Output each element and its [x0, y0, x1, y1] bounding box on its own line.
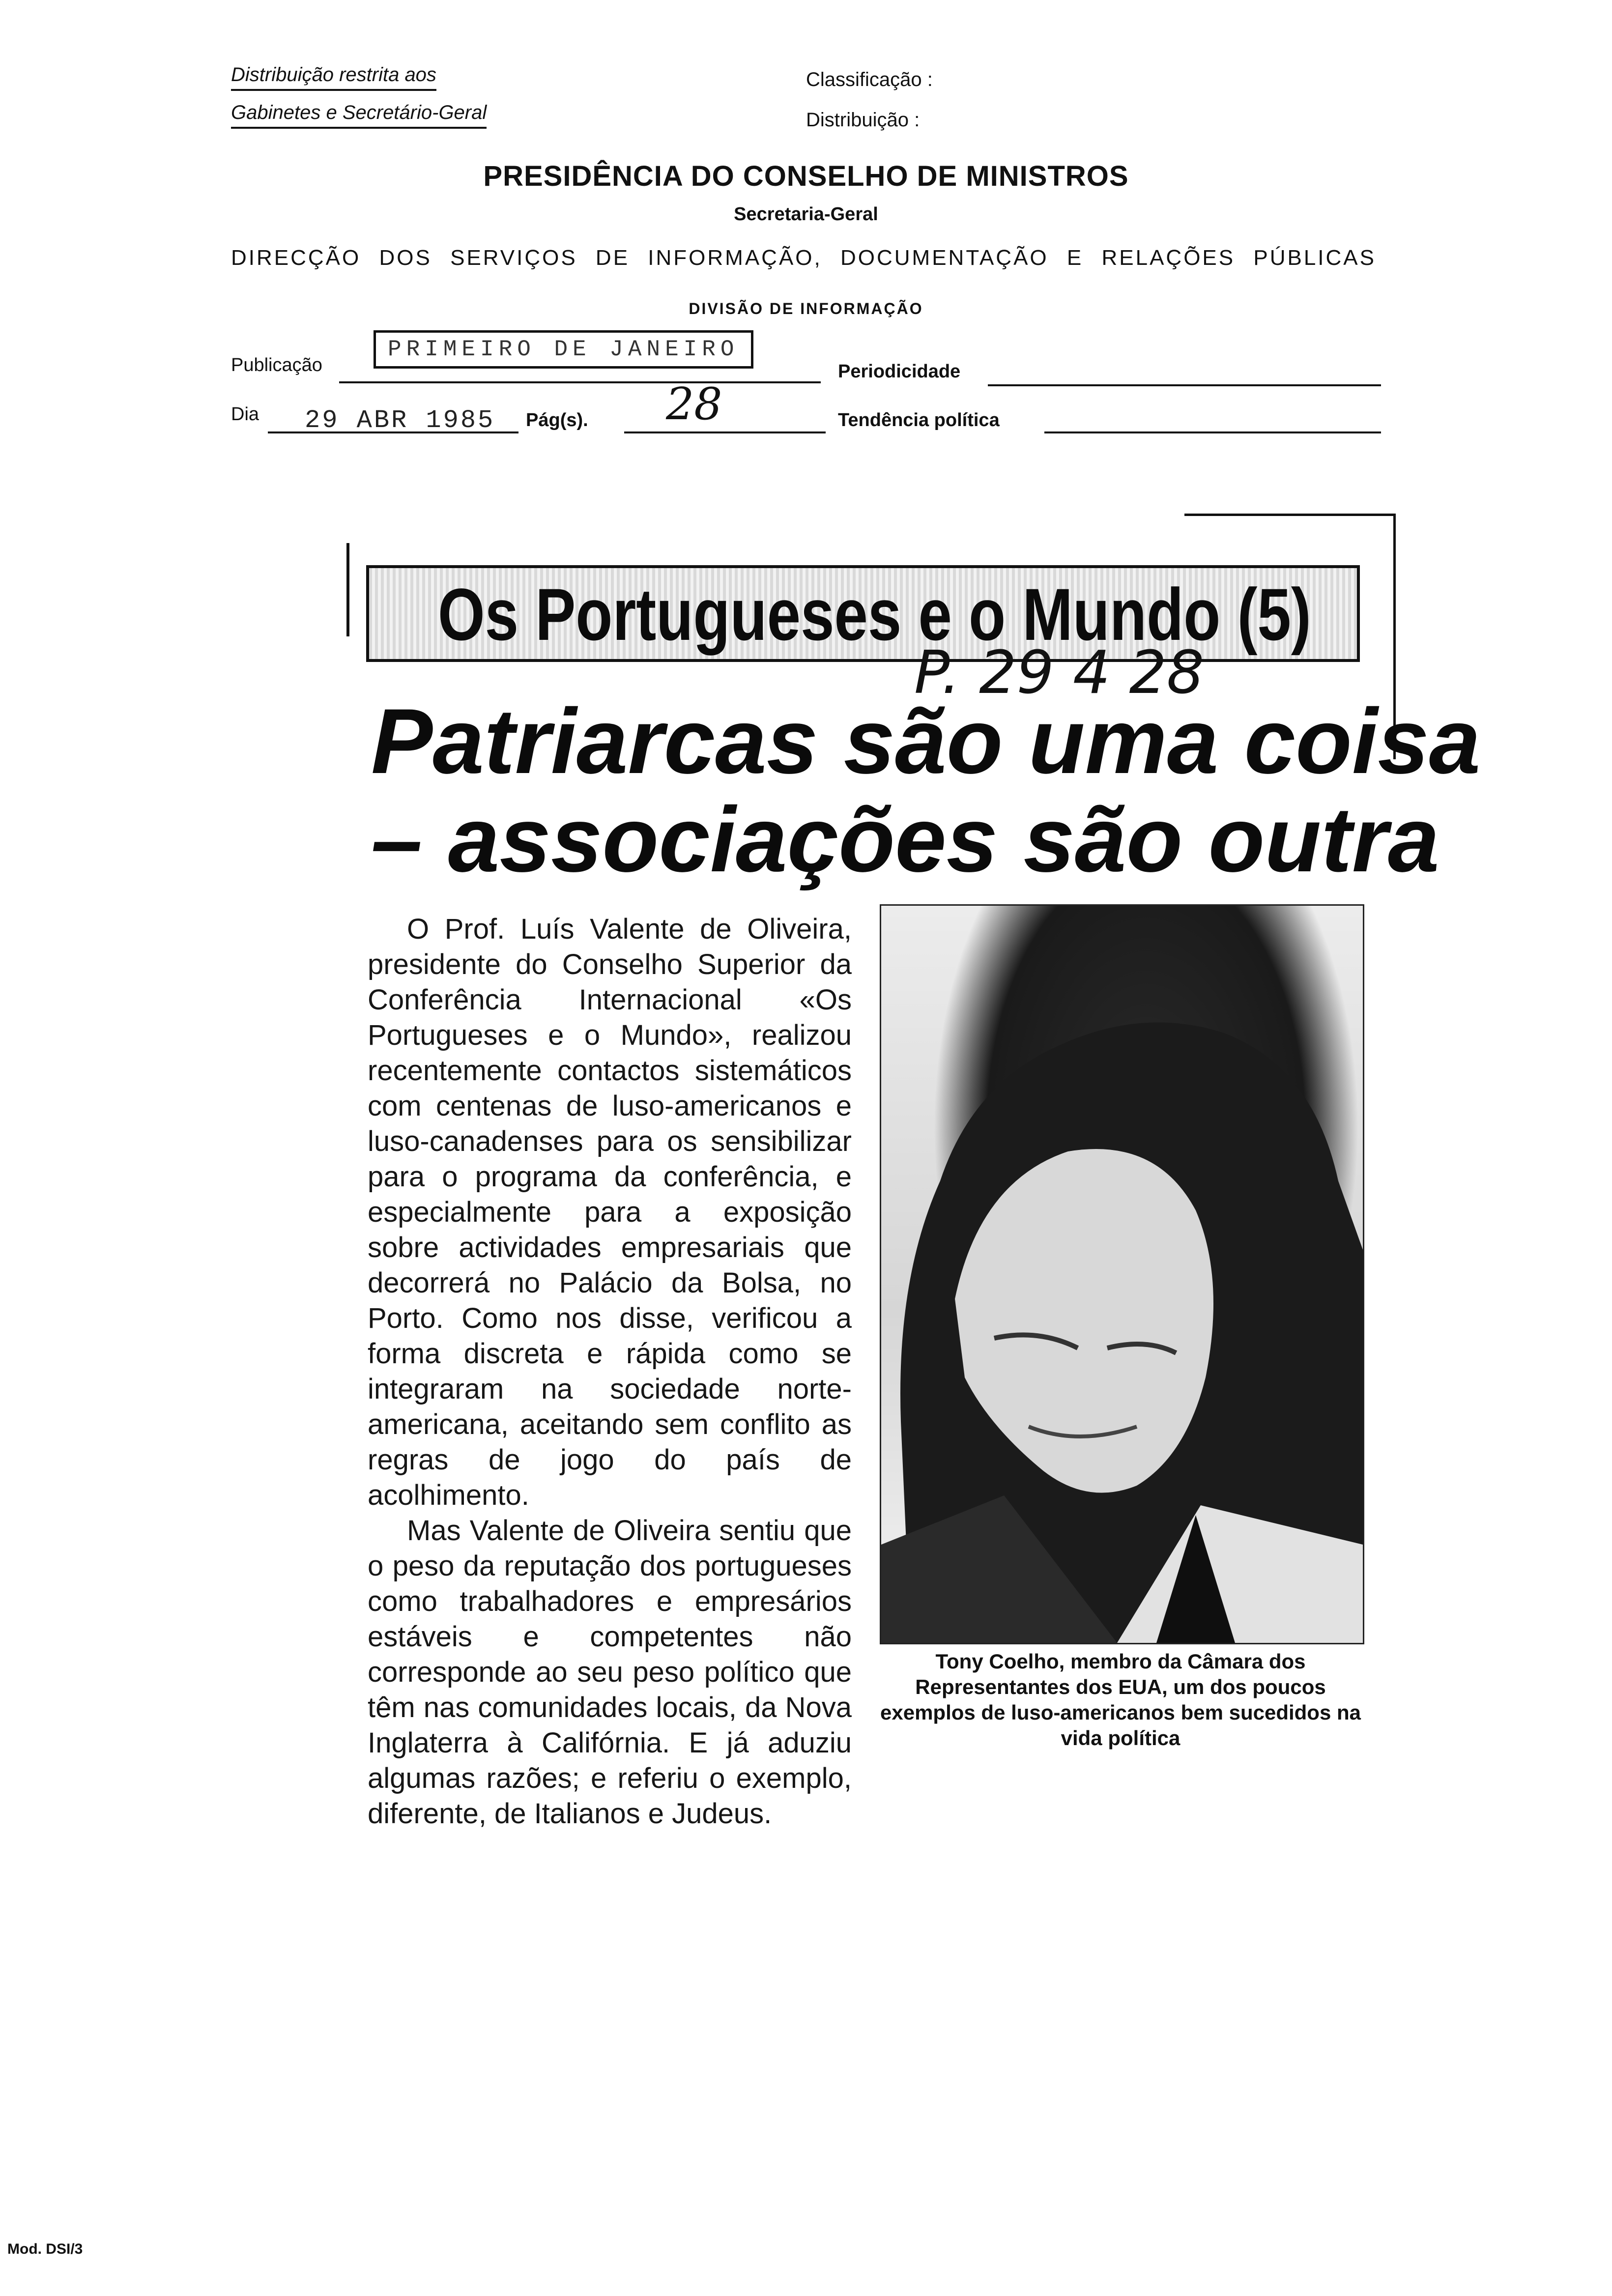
form-code: Mod. DSI/3	[7, 2241, 83, 2257]
series-banner-text: Os Portugueses e o Mundo (5)	[438, 573, 1311, 656]
distribuicao-label: Distribuição :	[806, 109, 920, 131]
article-body	[368, 912, 852, 1832]
dia-stamp: 29 ABR 1985	[305, 406, 495, 435]
series-banner	[366, 565, 1360, 662]
pags-label: Pág(s).	[526, 410, 588, 430]
article-paragraph-2: Mas Valente de Oliveira sentiu que o peso da reputação dos portugueses como trabalhadores e empresários estáveis e competentes não corresponde ao seu peso político que têm nas comunidades locais, da Nova Inglaterra à Califórnia. E já aduziu algumas razões; e referiu o exemplo, diferente, de Italianos e Judeus.	[368, 1515, 852, 1830]
pags-line	[624, 431, 826, 433]
photo-caption: Tony Coelho, membro da Câmara dos Representantes dos EUA, um dos poucos exemplos de luso-americanos bem sucedidos na vida política	[880, 1650, 1361, 1750]
pags-handwritten: 28	[666, 378, 722, 430]
headline-line-2: – associações são outra	[371, 788, 1439, 891]
clipping-left-rule	[346, 543, 349, 636]
tendencia-label: Tendência política	[838, 410, 1000, 430]
periodicidade-label: Periodicidade	[838, 361, 961, 382]
headline-line-1: Patriarcas são uma coisa	[371, 689, 1481, 793]
portrait-silhouette-icon	[881, 906, 1363, 1643]
sub-organization: Secretaria-Geral	[734, 204, 878, 225]
division-title: DIVISÃO DE INFORMAÇÃO	[689, 300, 923, 317]
organization-title: PRESIDÊNCIA DO CONSELHO DE MINISTROS	[483, 160, 1129, 192]
restriction-notice	[231, 64, 487, 129]
restriction-line-1: Distribuição restrita aos	[231, 64, 436, 91]
clipping-top-rule	[1184, 514, 1396, 516]
department-title: DIRECÇÃO DOS SERVIÇOS DE INFORMAÇÃO, DOCUMENTAÇÃO E RELAÇÕES PÚBLICAS	[231, 246, 1376, 270]
article-paragraph-1: O Prof. Luís Valente de Oliveira, presidente do Conselho Superior da Conferência Internacional «Os Portugueses e o Mundo», realizou recentemente contactos sistemáticos com centenas de luso-americanos e luso-canadenses para os sensibilizar para o programa da conferência, e especialmente para a exposição sobre actividades empresariais que decorrerá no Palácio da Bolsa, no Porto. Como nos disse, verificou a forma discreta e rápida como se integraram na sociedade norte-americana, aceitando sem conflito as regras de jogo do país de acolhimento.	[368, 913, 852, 1511]
article-photo	[880, 904, 1364, 1644]
publicacao-stamp: PRIMEIRO DE JANEIRO	[374, 330, 753, 369]
publicacao-label: Publicação	[231, 355, 322, 375]
publicacao-line	[339, 381, 821, 383]
classificacao-label: Classificação :	[806, 69, 933, 90]
restriction-line-2: Gabinetes e Secretário-Geral	[231, 102, 487, 129]
tendencia-line	[1044, 431, 1381, 433]
handwritten-reference: P. 29 4 28	[914, 639, 1205, 707]
periodicidade-line	[988, 384, 1381, 386]
dia-label: Dia	[231, 404, 259, 425]
